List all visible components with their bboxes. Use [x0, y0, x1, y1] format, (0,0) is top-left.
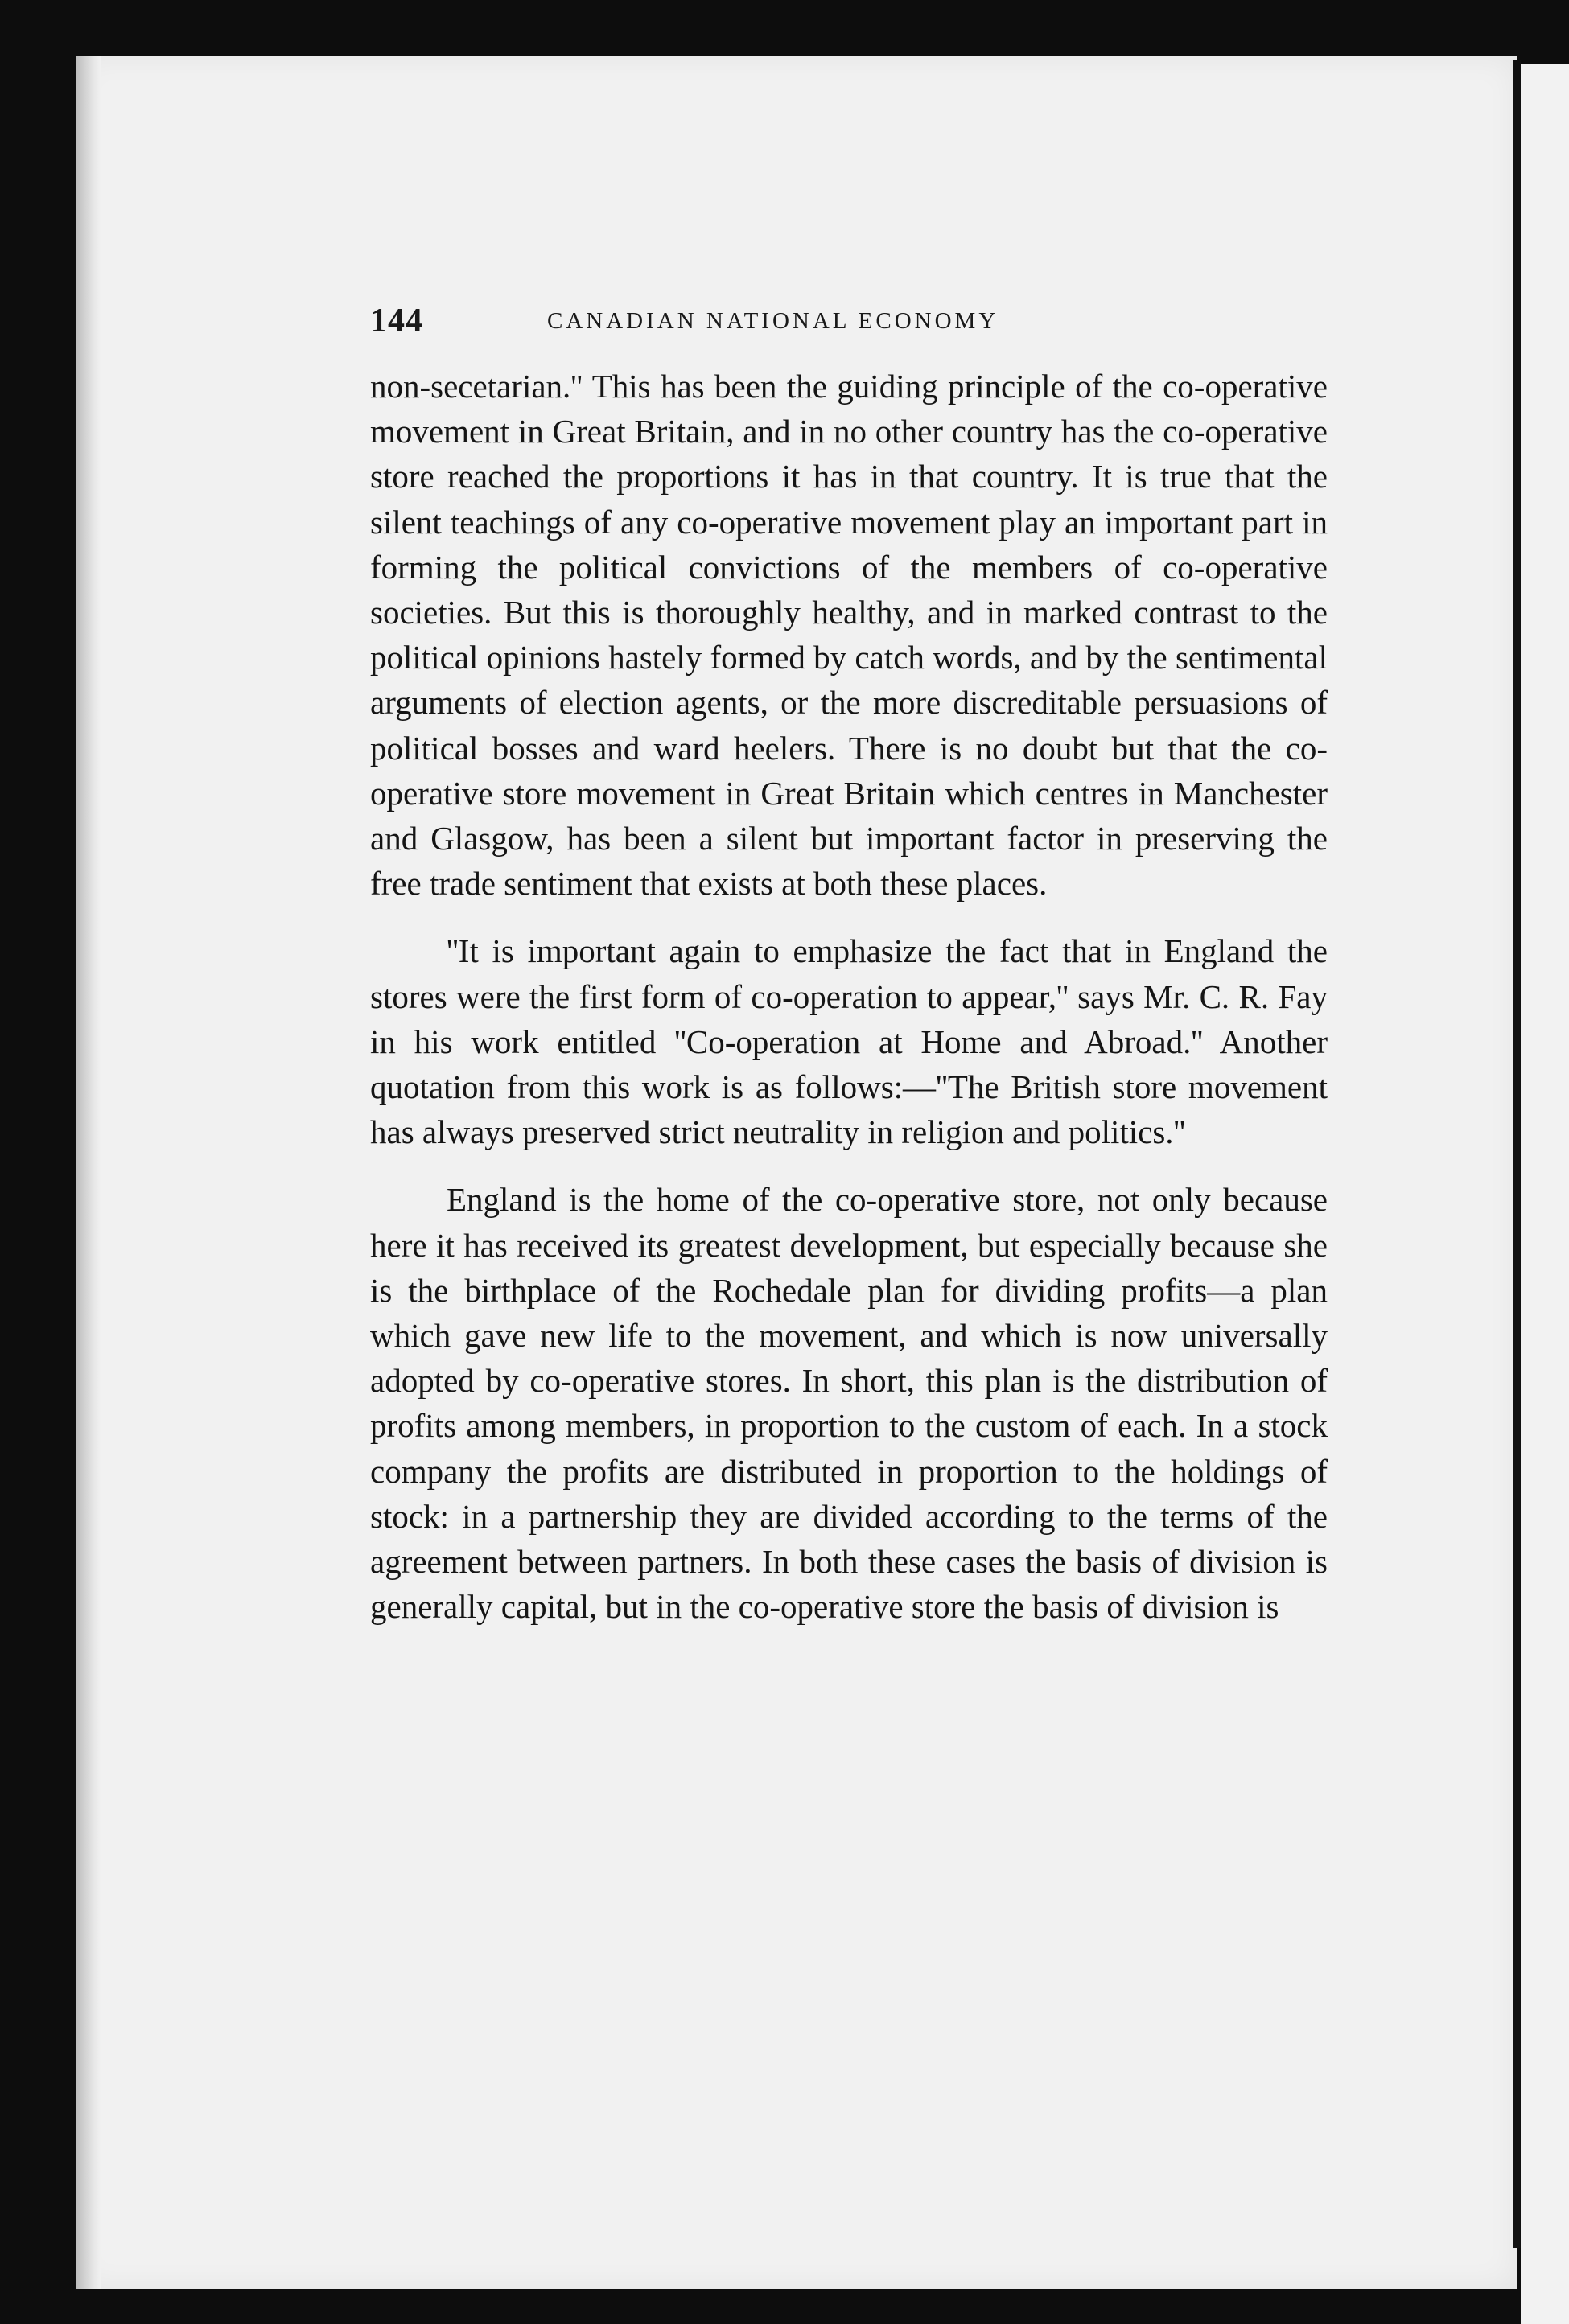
paragraph-1: non-secetarian.'' This has been the guiding principle of the co-operative movement in Great Britain, and in no other country has the co-operative store reached the proportions it has in that country. It is true that the silent teachings of any co-operative movement play an important part in forming the political convictions of the members of co-operative societies. But this is thoroughly healthy, and in marked contrast to the political opinions hastely formed by catch words, and by the sentimental arguments of election agents, or the more discreditable persuasions of political bosses and ward heelers. There is no doubt but that the co-operative store movement in Great Britain which centres in Manchester and Glasgow, has been a silent but important factor in preserving the free trade sentiment that exists at both these places. — [370, 368, 1328, 903]
paragraph-3: England is the home of the co-operative store, not only because here it has received its greatest development, but especially because she is the birthplace of the Rochedale plan for dividing profits—a plan which gave new life to the movement, and which is now universally adopted by co-operative stores. In short, this plan is the distribution of profits among members, in proportion to the custom of each. In a stock company the profits are distributed in proportion to the holdings of stock: in a partnership they are divided according to the terms of the agreement between partners. In both these cases the basis of division is generally capital, but in the co-operative store the basis of division is — [370, 1181, 1328, 1626]
running-head: CANADIAN NATIONAL ECONOMY — [547, 308, 999, 334]
page-gutter — [76, 56, 101, 2289]
adjacent-page-strip — [1521, 64, 1569, 2324]
paragraph-2: ''It is important again to emphasize the fact that in England the stores were the first form of co-operation to appear,'' says Mr. C. R. Fay in his work entitled ''Co-operation at Home and Abroad.'' Another quotation from this work is as follows:—''The British store movement has always preserved strict neutrality in religion and politics.'' — [370, 932, 1328, 1151]
page-number: 144 — [370, 302, 423, 339]
body-text — [370, 364, 1328, 1651]
page-edge-right — [1513, 60, 1521, 2248]
